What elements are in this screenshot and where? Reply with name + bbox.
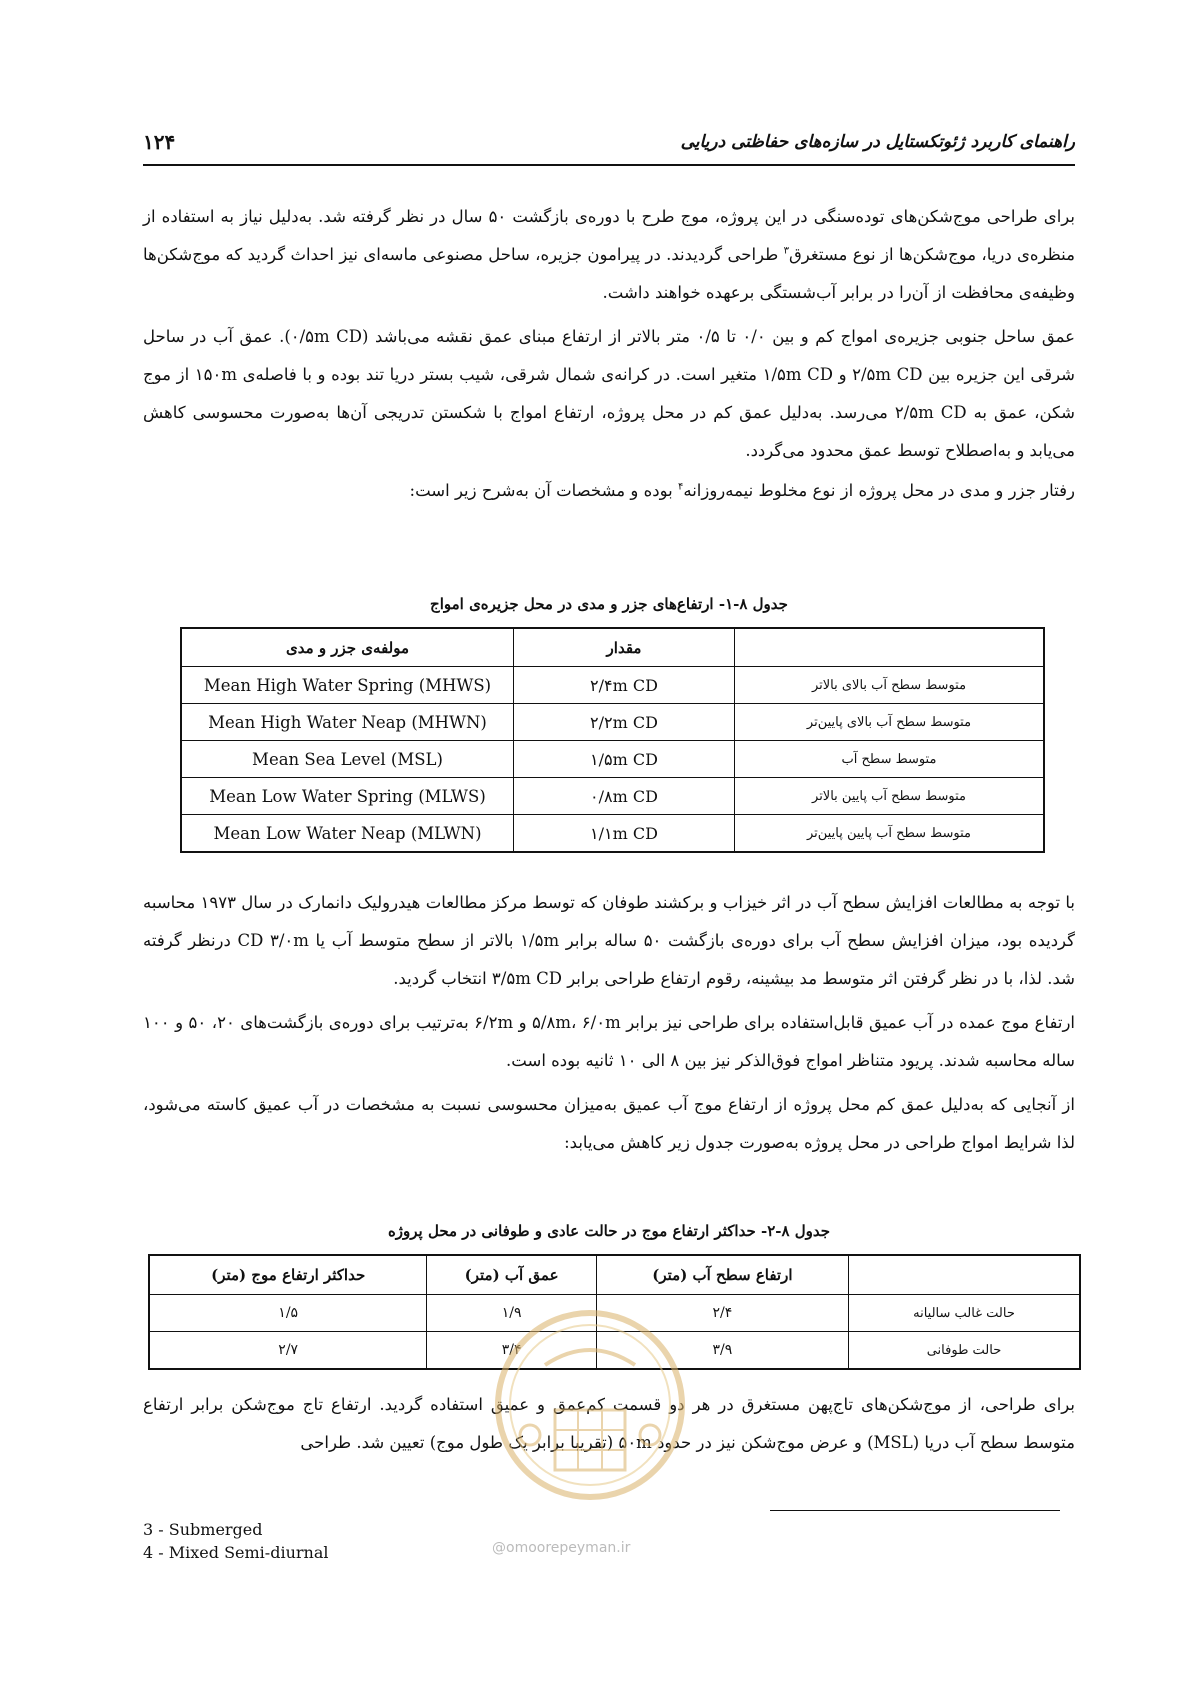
table-header-cell: مقدار: [514, 628, 735, 667]
table-header-row: [181, 628, 1044, 667]
table-row: [181, 778, 1044, 815]
table-2-caption: جدول ۸-۲- حداکثر ارتفاع موج در حالت عادی و طوفانی در محل پروژه: [387, 1222, 831, 1240]
footnote-rule: [770, 1510, 1060, 1511]
table-cell: ۳/۹: [596, 1332, 848, 1370]
table-cell: حالت طوفانی: [849, 1332, 1081, 1370]
table-cell: متوسط سطح آب: [735, 741, 1045, 778]
table-cell: ۲/۷: [149, 1332, 427, 1370]
table-cell: حالت غالب سالیانه: [849, 1295, 1081, 1332]
table-cell: ۲/۴m CD: [514, 667, 735, 704]
table-cell: Mean Sea Level (MSL): [181, 741, 514, 778]
table-row: [181, 704, 1044, 741]
table-cell: ۳/۴: [427, 1332, 596, 1370]
table-cell: ۱/۵: [149, 1295, 427, 1332]
table-cell: Mean Low Water Neap (MLWN): [181, 815, 514, 853]
table-cell: Mean Low Water Spring (MLWS): [181, 778, 514, 815]
table-cell: ۱/۱m CD: [514, 815, 735, 853]
footnote-4: 4 - Mixed Semi-diurnal: [143, 1543, 329, 1562]
table-header-cell: حداکثر ارتفاع موج (متر): [149, 1255, 427, 1295]
tide-table: [180, 627, 1045, 853]
table-header-cell: [735, 628, 1045, 667]
paragraph-6: از آنجایی که به‌دلیل عمق کم محل پروژه از ارتفاع موج آب عمیق به‌میزان محسوسی نسبت به مشخصات در آب عمیق کاسته می‌شود، لذا شرایط امواج طراحی در محل پروژه به‌صورت جدول زیر کاهش می‌یابد:: [143, 1095, 1075, 1152]
paragraph-1-text-a: برای طراحی موج‌شکن‌های توده‌سنگی در این پروژه، موج طرح با دوره‌ی بازگشت ۵۰ سال در نظر گرفته شد. به‌دلیل نیاز به استفاده از منظره‌ی دریا، موج‌شکن‌ها از نوع مستغرق: [143, 207, 1075, 264]
table-cell: متوسط سطح آب پایین پایین‌تر: [735, 815, 1045, 853]
paragraph-3-text-a: رفتار جزر و مدی در محل پروژه از نوع مخلوط نیمه‌روزانه: [683, 481, 1075, 500]
paragraph-2: عمق ساحل جنوبی جزیره‌ی امواج کم و بین ۰/۰ تا ۰/۵ متر بالاتر از ارتفاع مبنای عمق نقشه می‌باشد (۰/۵m CD). عمق آب در ساحل شرقی این جزیره بین ۲/۵m CD و ۱/۵m CD متغیر است. در کرانه‌ی شمال شرقی، شیب بستر دریا تند بوده و با فاصله‌ی ۱۵۰m از موج شکن، عمق به ۲/۵m CD می‌رسد. به‌دلیل عمق کم در محل پروژه، ارتفاع امواج با شکستن تدریجی آن‌ها به‌صورت محسوسی کاهش می‌یابد و به‌اصطلاح توسط عمق محدود می‌گردد.: [143, 327, 1076, 460]
table-cell: متوسط سطح آب پایین بالاتر: [735, 778, 1045, 815]
table-header-row: [149, 1255, 1080, 1295]
footnote-3: 3 - Submerged: [143, 1520, 263, 1539]
watermark-text: @omoorepeyman.ir: [492, 1540, 631, 1556]
table-cell: ۱/۹: [427, 1295, 596, 1332]
table-header-cell: [849, 1255, 1081, 1295]
page-number: ۱۲۴: [143, 130, 176, 154]
table-header-cell: عمق آب (متر): [427, 1255, 596, 1295]
table-header-cell: ارتفاع سطح آب (متر): [596, 1255, 848, 1295]
table-cell: ۲/۴: [596, 1295, 848, 1332]
footnote-ref-3[interactable]: ۳: [783, 245, 789, 257]
paragraph-3-text-b: بوده و مشخصات آن به‌شرح زیر است:: [409, 481, 673, 500]
watermark-seal: [490, 1305, 690, 1525]
running-title: راهنمای کاربرد ژئوتکستایل در سازه‌های حفاظتی دریایی: [680, 132, 1075, 152]
paragraph-1: [143, 198, 1075, 312]
table-row: [181, 667, 1044, 704]
paragraph-4: با توجه به مطالعات افزایش سطح آب در اثر خیزاب و برکشند طوفان که توسط مرکز مطالعات هیدرولیک دانمارک در سال ۱۹۷۳ محاسبه گردیده بود، میزان افزایش سطح آب برای دوره‌ی بازگشت ۵۰ ساله برابر ۱/۵m بالاتر از سطح متوسط آب یا CD ۳/۰m درنظر گرفته شد. لذا، با در نظر گرفتن اثر متوسط مد بیشینه، رقوم ارتفاع طراحی برابر ۳/۵m CD انتخاب گردید.: [143, 893, 1076, 988]
table-cell: ۰/۸m CD: [514, 778, 735, 815]
paragraph-7: برای طراحی، از موج‌شکن‌های تاج‌پهن مستغرق در هر دو قسمت کم‌عمق و عمیق استفاده گردید. ارتفاع تاج موج‌شکن برابر ارتفاع متوسط سطح آب دریا (MSL) و عرض موج‌شکن نیز در حدود ۵۰m (تقریبا برابر یک طول موج) تعیین شد. طراحی: [143, 1395, 1075, 1452]
table-cell: متوسط سطح آب بالای بالاتر: [735, 667, 1045, 704]
paragraph-1-text-b: طراحی گردیدند. در پیرامون جزیره، ساحل مصنوعی ماسه‌ای نیز احداث گردید که موج‌شکن‌ها وظیفه‌ی محافظت از آن‌را در برابر آب‌شستگی برعهده خواهند داشت.: [143, 245, 1075, 302]
page-header: [143, 128, 1075, 160]
table-cell: Mean High Water Spring (MHWS): [181, 667, 514, 704]
footnote-ref-4[interactable]: ۴: [677, 481, 684, 493]
paragraph-5: ارتفاع موج عمده در آب عمیق قابل‌استفاده برای طراحی نیز برابر ۵/۸m، ۶/۰m و ۶/۲m به‌ترتیب برای دوره‌ی بازگشت‌های ۲۰، ۵۰ و ۱۰۰ ساله محاسبه شدند. پریود متناظر امواج فوق‌الذکر نیز بین ۸ الی ۱۰ ثانیه بوده است.: [143, 1013, 1075, 1070]
table-row: [181, 815, 1044, 853]
table-cell: Mean High Water Neap (MHWN): [181, 704, 514, 741]
table-1-caption: جدول ۸-۱- ارتفاع‌های جزر و مدی در محل جزیره‌ی امواج: [430, 595, 788, 613]
table-cell: ۲/۲m CD: [514, 704, 735, 741]
table-header-cell: مولفه‌ی جزر و مدی: [181, 628, 514, 667]
table-cell: ۱/۵m CD: [514, 741, 735, 778]
table-cell: متوسط سطح آب بالای پایین‌تر: [735, 704, 1045, 741]
table-row: [181, 741, 1044, 778]
header-rule: [143, 164, 1075, 166]
paragraph-3: [143, 472, 1075, 510]
